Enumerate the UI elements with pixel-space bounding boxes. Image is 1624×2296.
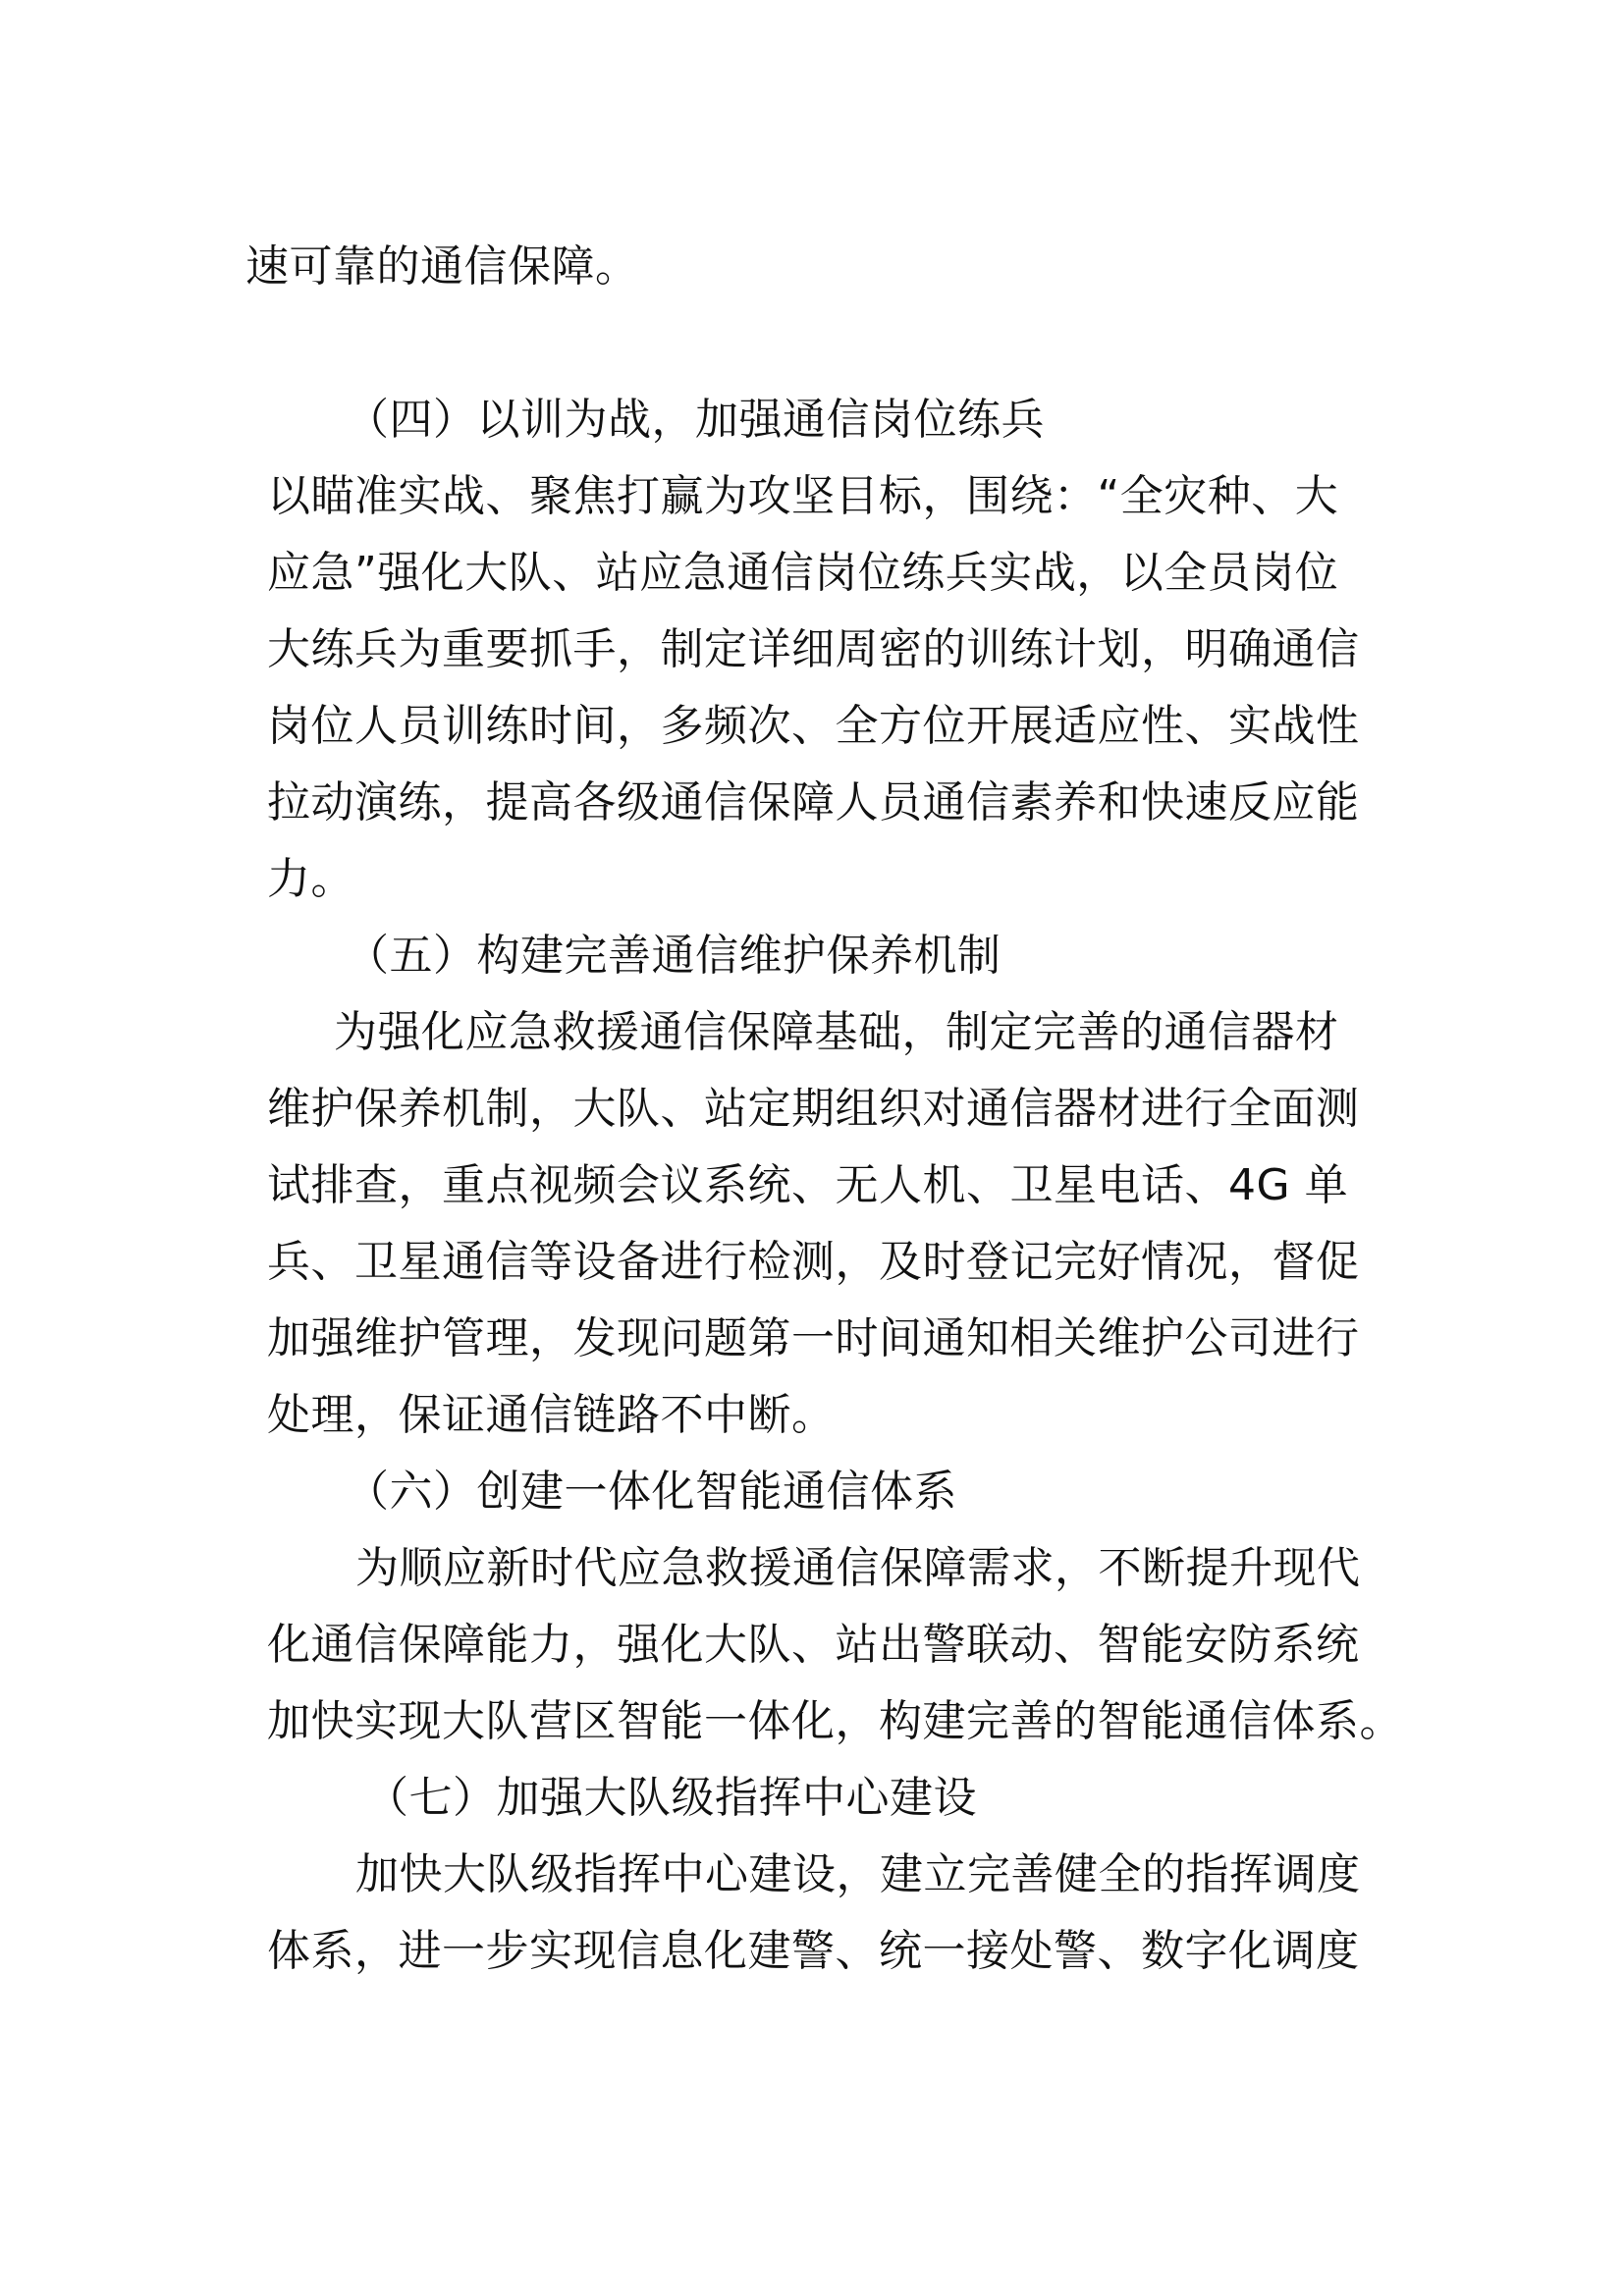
- paragraph-line: 加强维护管理，发现问题第一时间通知相关维护公司进行: [267, 1313, 1360, 1363]
- paragraph-line: 力。: [267, 854, 354, 904]
- paragraph-line: 拉动演练，提高各级通信保障人员通信素养和快速反应能: [267, 777, 1360, 828]
- paragraph-line: 应急”强化大队、站应急通信岗位练兵实战，以全员岗位: [267, 548, 1339, 598]
- paragraph-line: 岗位人员训练时间，多频次、全方位开展适应性、实战性: [267, 701, 1360, 751]
- paragraph-line: 化通信保障能力，强化大队、站出警联动、智能安防系统: [267, 1620, 1360, 1670]
- paragraph-line: 处理，保证通信链路不中断。: [267, 1390, 836, 1440]
- paragraph-line: 为强化应急救援通信保障基础，制定完善的通信器材: [334, 1007, 1339, 1057]
- section-heading-6: （六）创建一体化智能通信体系: [346, 1467, 957, 1517]
- paragraph-line: 体系，进一步实现信息化建警、统一接处警、数字化调度: [267, 1926, 1360, 1976]
- paragraph-line: 加快大队级指挥中心建设，建立完善健全的指挥调度: [355, 1849, 1361, 1899]
- section-heading-4: （四）以训为战，加强通信岗位练兵: [346, 395, 1045, 445]
- section-heading-5: （五）构建完善通信维护保养机制: [346, 931, 1001, 981]
- paragraph-line: 速可靠的通信保障。: [245, 241, 639, 292]
- paragraph-line: 维护保养机制，大队、站定期组织对通信器材进行全面测: [267, 1084, 1360, 1134]
- paragraph-line: 加快实现大队营区智能一体化，构建完善的智能通信体系。: [267, 1696, 1403, 1746]
- paragraph-line: 兵、卫星通信等设备进行检测，及时登记完好情况，督促: [267, 1237, 1360, 1287]
- paragraph-line: 以瞄准实战、聚焦打赢为攻坚目标，围绕：“全灾种、大: [267, 471, 1339, 521]
- paragraph-line: 试排查，重点视频会议系统、无人机、卫星电话、4G 单: [267, 1160, 1349, 1210]
- paragraph-line: 为顺应新时代应急救援通信保障需求，不断提升现代: [355, 1543, 1361, 1593]
- section-heading-7: （七）加强大队级指挥中心建设: [365, 1773, 977, 1823]
- paragraph-line: 大练兵为重要抓手，制定详细周密的训练计划，明确通信: [267, 624, 1360, 674]
